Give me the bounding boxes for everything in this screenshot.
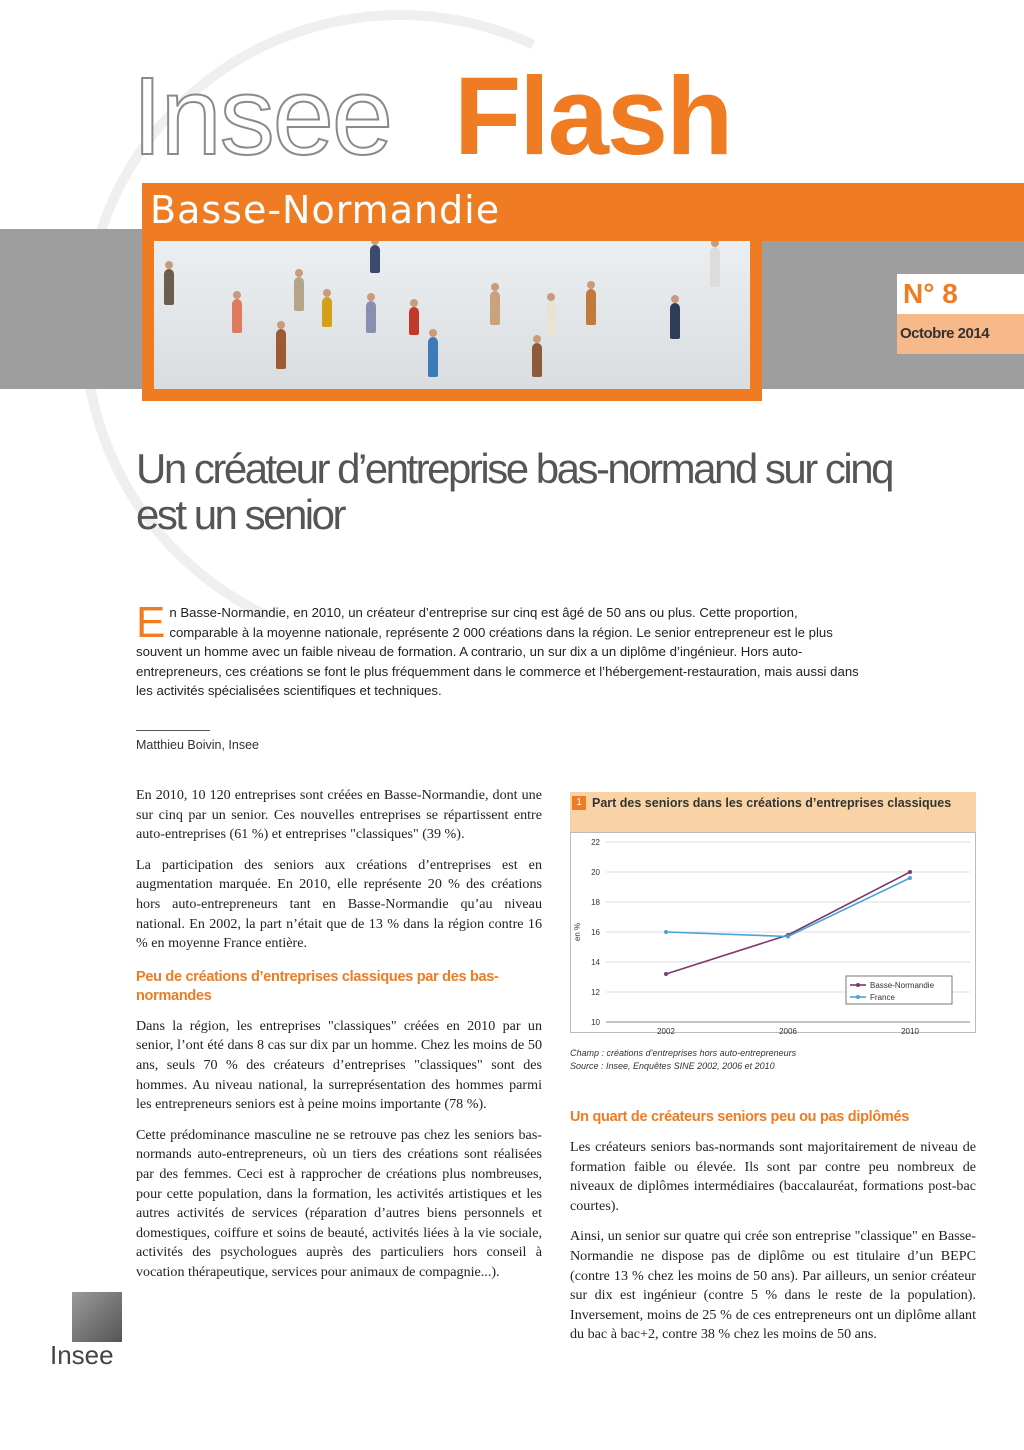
issue-date: Octobre 2014 bbox=[900, 325, 990, 342]
figure-number: 1 bbox=[572, 796, 586, 810]
body-paragraph: En 2010, 10 120 entreprises sont créées en Basse-Normandie, dont une sur cinq par un senior. Ces nouvelles entreprises se répartissent entre auto-entreprises (61 %) et entreprises "classiques" (39 %). bbox=[136, 787, 542, 843]
body-paragraph: Ainsi, un senior sur quatre qui crée son entreprise "classique" en Basse-Normandie ne dispose pas de diplôme ou est titulaire d’un BEPC (contre 13 % chez les moins de 50 ans). Par ailleurs, un senior créateur sur dix est ingénieur (contre 5 % dans le reste de la population). Inversement, moins de 25 % de ces entrepreneurs ont un diplôme allant du bac à bac+2, contre 38 % chez les moins de 50 ans. bbox=[570, 1228, 976, 1343]
section-heading: Peu de créations d’entreprises classiques par des bas-normandes bbox=[136, 968, 499, 1004]
y-tick-label: 10 bbox=[591, 1018, 600, 1027]
y-tick-label: 12 bbox=[591, 988, 600, 997]
data-point bbox=[908, 870, 912, 874]
right-column bbox=[570, 1108, 976, 1356]
article-title: Un créateur d’entreprise bas-normand sur cinq est un senior bbox=[136, 445, 892, 538]
author-rule bbox=[136, 730, 210, 731]
figurine bbox=[710, 247, 720, 287]
body-paragraph: La participation des seniors aux créations d’entreprises est en augmentation marquée. En 2010, elle représente 20 % des créations hors auto-entrepreneurs tant en Basse-Normandie qu’au niveau national. En 2002, la part n’était que de 13 % dans la région contre 16 % en moyenne France entière. bbox=[136, 856, 542, 952]
figure-source: Source : Insee, Enquêtes SINE 2002, 2006 et 2010 bbox=[570, 1061, 775, 1071]
x-tick-label: 2002 bbox=[657, 1027, 675, 1036]
region-name: Basse-Normandie bbox=[150, 188, 501, 232]
data-point bbox=[664, 972, 668, 976]
legend-label: France bbox=[870, 993, 895, 1002]
insee-logo-text: Insee bbox=[50, 1340, 114, 1370]
data-point bbox=[786, 935, 790, 939]
lead-text: n Basse-Normandie, en 2010, un créateur d’entreprise sur cinq est âgé de 50 ans ou plus. Cette proportion, comparable à la moyenne nationale, représente 2 000 créations dans la région. Le senior entrepreneur est le plus souvent un homme avec un faible niveau de formation. A contrario, un sur dix a un diplôme d’ingénieur. Hors auto-entrepreneurs, ces créations se font le plus fréquemment dans le commerce et l’hébergement-restauration, mais aussi dans les activités spécialisées scientifiques et techniques. bbox=[136, 605, 859, 699]
y-tick-label: 22 bbox=[591, 838, 600, 847]
author-line: Matthieu Boivin, Insee bbox=[136, 738, 259, 752]
figurine bbox=[546, 301, 556, 337]
y-tick-label: 18 bbox=[591, 898, 600, 907]
cover-photo bbox=[154, 241, 750, 389]
data-point bbox=[664, 930, 668, 934]
x-tick-label: 2006 bbox=[779, 1027, 797, 1036]
figurine bbox=[322, 297, 332, 327]
figurine bbox=[276, 329, 286, 369]
legend-label: Basse-Normandie bbox=[870, 981, 935, 990]
figurine bbox=[428, 337, 438, 377]
brand-flash: Flash bbox=[454, 55, 732, 178]
figurine bbox=[294, 277, 304, 311]
left-column bbox=[136, 786, 542, 1293]
body-paragraph: Cette prédominance masculine ne se retrouve pas chez les seniors bas-normands auto-entrepreneurs, où un tiers des créations sont réalisées par des femmes. Ceci est à rapprocher de créations plus nombreuses, pour cette population, dans la formation, les activités artistiques et les autres activités de services (réparation d’autres biens personnels et domestiques, coiffure et soins de beauté, activités liées à la vie sociale, activités des psychologues auprès des particuliers hors conseil à vocation thérapeutique, services pour animaux de compagnie...). bbox=[136, 1126, 542, 1280]
figurine bbox=[370, 245, 380, 273]
lead-paragraph bbox=[136, 598, 864, 701]
figurine bbox=[670, 303, 680, 339]
body-paragraph: Dans la région, les entreprises "classiques" créées en 2010 par un senior, l’ont été dans 8 cas sur dix par un homme. Chez les moins de 50 ans, seuls 70 % des créateurs d’entreprises "classiques" sont des hommes. Au niveau national, la surreprésentation des hommes parmi les entrepreneurs seniors est à peine moins importante (78 %). bbox=[136, 1017, 542, 1113]
figurine bbox=[164, 269, 174, 305]
insee-logo-mark bbox=[72, 1292, 122, 1342]
figurine bbox=[232, 299, 242, 333]
figurine bbox=[586, 289, 596, 325]
issue-number: N° 8 bbox=[903, 278, 958, 309]
figure-scope: Champ : créations d’entreprises hors auto-entrepreneurs bbox=[570, 1048, 797, 1058]
figurine bbox=[532, 343, 542, 377]
x-tick-label: 2010 bbox=[901, 1027, 919, 1036]
y-tick-label: 16 bbox=[591, 928, 600, 937]
figure-notes bbox=[570, 1047, 976, 1073]
y-tick-label: 14 bbox=[591, 958, 600, 967]
lead-dropcap: E bbox=[136, 598, 166, 647]
line-chart bbox=[570, 832, 976, 1042]
data-point bbox=[908, 876, 912, 880]
brand-insee: Insee bbox=[132, 55, 392, 178]
figurine bbox=[409, 307, 419, 335]
legend-marker bbox=[856, 983, 860, 987]
section-heading: Un quart de créateurs seniors peu ou pas diplômés bbox=[570, 1109, 910, 1125]
y-axis-label: en % bbox=[573, 922, 582, 942]
body-paragraph: Les créateurs seniors bas-normands sont majoritairement de niveau de formation faible ou élevée. Ils sont par contre peu nombreux de niveaux de diplômes intermédiaires (baccalauréat, formations post-bac courtes). bbox=[570, 1139, 976, 1214]
figurine bbox=[366, 301, 376, 333]
figure-title: Part des seniors dans les créations d’entreprises classiques bbox=[592, 796, 952, 810]
figurine bbox=[490, 291, 500, 325]
y-tick-label: 20 bbox=[591, 868, 600, 877]
legend-marker bbox=[856, 995, 860, 999]
